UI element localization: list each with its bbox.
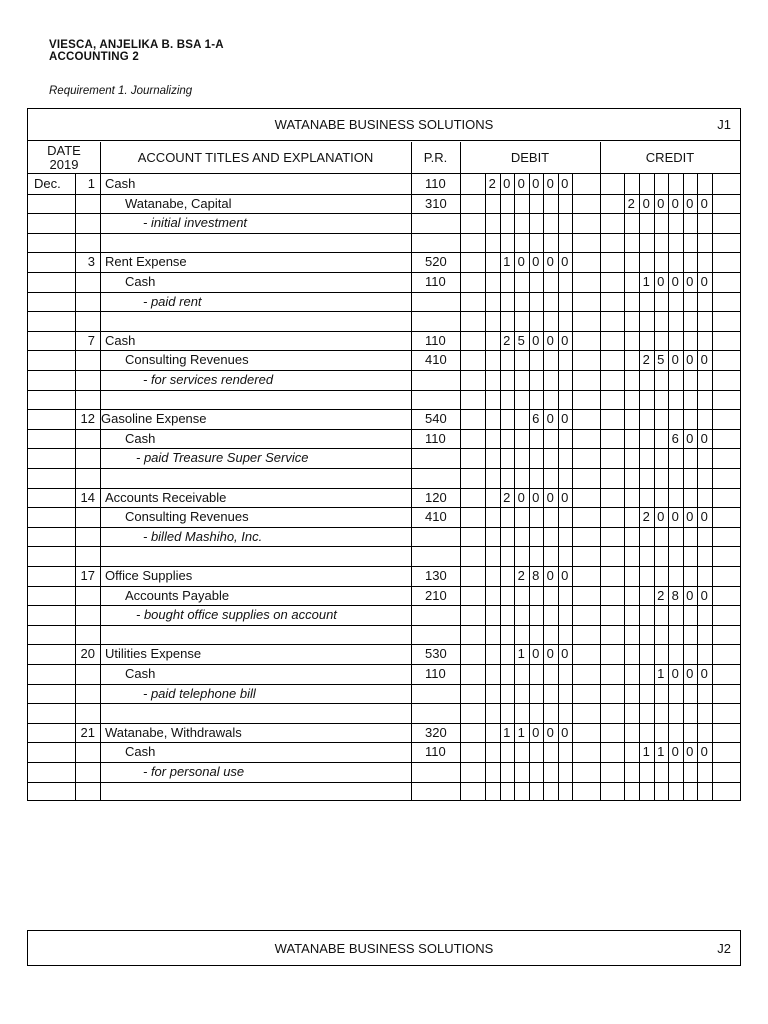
entry-day: 17	[80, 568, 95, 583]
credit-amount-digit: 0	[700, 352, 708, 368]
debit-amount-digit: 0	[561, 568, 569, 583]
credit-amount-digit: 0	[686, 430, 694, 446]
posting-reference: 520	[425, 254, 447, 270]
grid-row-line	[28, 684, 740, 685]
credit-amount-digit: 0	[657, 509, 665, 525]
grid-row-line	[28, 390, 740, 391]
account-title: Cash	[105, 176, 136, 191]
debit-amount-digit: 0	[561, 332, 569, 348]
debit-amount-digit: 0	[561, 724, 569, 740]
posting-reference: 210	[425, 587, 447, 603]
debit-amount-digit: 0	[546, 724, 554, 740]
account-title: Consulting Revenues	[125, 352, 249, 368]
debit-amount-digit: 0	[546, 411, 554, 427]
company-name: WATANABE BUSINESS SOLUTIONS	[274, 117, 494, 132]
account-title: Cash	[125, 430, 156, 446]
journal-number: J1	[717, 117, 731, 132]
debit-amount-digit: 0	[517, 176, 525, 191]
grid-row-line	[28, 468, 740, 469]
entry-explanation: - billed Mashiho, Inc.	[143, 528, 263, 544]
account-title: Cash	[125, 744, 156, 760]
credit-amount-digit: 2	[627, 195, 635, 211]
credit-amount-digit: 6	[671, 430, 679, 446]
debit-amount-digit: 1	[503, 254, 511, 270]
debit-amount-digit: 5	[517, 332, 525, 348]
entry-month: Dec.	[34, 176, 61, 191]
grid-row-line	[28, 703, 740, 704]
course-title: ACCOUNTING 2	[49, 51, 139, 63]
debit-amount-digit: 0	[532, 332, 540, 348]
account-title: Rent Expense	[105, 254, 187, 270]
credit-amount-digit: 2	[642, 352, 650, 368]
credit-amount-digit: 1	[657, 666, 665, 681]
debit-amount-digit: 0	[546, 489, 554, 505]
grid-vertical-line	[411, 142, 412, 800]
posting-reference: 120	[425, 489, 447, 505]
credit-amount-digit: 0	[686, 352, 694, 368]
debit-amount-digit: 0	[517, 489, 525, 505]
grid-row-line	[28, 762, 740, 763]
date-header-label: DATE	[47, 142, 81, 158]
grid-vertical-line	[460, 142, 461, 800]
account-title: Accounts Payable	[125, 587, 230, 603]
debit-amount-digit: 0	[517, 254, 525, 270]
credit-amount-digit: 0	[671, 744, 679, 760]
account-title: Cash	[125, 274, 156, 289]
journal-title-row	[28, 109, 740, 141]
credit-amount-digit: 0	[671, 274, 679, 289]
credit-amount-digit: 0	[657, 274, 665, 289]
grid-row-line	[28, 527, 740, 528]
account-title: Cash	[105, 332, 136, 348]
debit-amount-digit: 0	[561, 176, 569, 191]
date-column-header	[28, 142, 100, 174]
grid-row-line	[28, 370, 740, 371]
grid-row-line	[28, 448, 740, 449]
account-title: Gasoline Expense	[101, 411, 207, 427]
account-title: Utilities Expense	[105, 646, 202, 662]
credit-amount-digit: 0	[700, 430, 708, 446]
debit-amount-digit: 0	[546, 176, 554, 191]
entry-day: 14	[80, 489, 95, 505]
account-title: Consulting Revenues	[125, 509, 249, 525]
grid-row-line	[28, 292, 740, 293]
entry-day: 21	[80, 724, 95, 740]
entry-day: 12	[80, 411, 95, 427]
credit-amount-digit: 0	[686, 509, 694, 525]
credit-amount-digit: 0	[700, 666, 708, 681]
entry-day: 20	[80, 646, 95, 662]
posting-reference: 530	[425, 646, 447, 662]
account-title: Watanabe, Withdrawals	[105, 724, 242, 740]
credit-amount-digit: 0	[642, 195, 650, 211]
grid-vertical-line	[600, 142, 601, 800]
debit-amount-digit: 0	[532, 646, 540, 662]
debit-amount-digit: 0	[561, 411, 569, 427]
posting-reference: 410	[425, 509, 447, 525]
credit-amount-digit: 1	[642, 274, 650, 289]
grid-row-line	[28, 233, 740, 234]
debit-amount-digit: 0	[546, 646, 554, 662]
posting-reference: 540	[425, 411, 447, 427]
debit-column-header: DEBIT	[460, 142, 600, 174]
posting-reference: 310	[425, 195, 447, 211]
debit-amount-digit: 2	[517, 568, 525, 583]
posting-reference: 320	[425, 724, 447, 740]
debit-amount-digit: 0	[532, 176, 540, 191]
entry-explanation: - paid rent	[143, 293, 202, 309]
debit-amount-digit: 0	[561, 254, 569, 270]
grid-row-line	[28, 625, 740, 626]
grid-row-line	[28, 546, 740, 547]
posting-reference: 110	[425, 332, 446, 348]
credit-column-header: CREDIT	[600, 142, 740, 174]
posting-reference: 110	[425, 744, 446, 760]
debit-amount-digit: 0	[561, 646, 569, 662]
credit-amount-digit: 0	[671, 509, 679, 525]
credit-amount-digit: 1	[657, 744, 665, 760]
debit-amount-digit: 2	[488, 176, 496, 191]
debit-amount-digit: 0	[546, 568, 554, 583]
posting-reference: 110	[425, 666, 446, 681]
account-title: Accounts Receivable	[105, 489, 227, 505]
debit-amount-digit: 0	[532, 489, 540, 505]
credit-amount-digit: 0	[671, 195, 679, 211]
entry-explanation: - for services rendered	[143, 372, 274, 387]
credit-amount-digit: 0	[700, 587, 708, 603]
debit-amount-digit: 0	[532, 254, 540, 270]
account-title: Watanabe, Capital	[125, 195, 232, 211]
posting-reference: 110	[425, 430, 446, 446]
credit-amount-digit: 8	[671, 587, 679, 603]
grid-row-line	[28, 605, 740, 606]
credit-amount-digit: 2	[642, 509, 650, 525]
credit-amount-digit: 5	[657, 352, 665, 368]
general-journal-j2	[27, 930, 741, 966]
credit-amount-digit: 0	[657, 195, 665, 211]
date-header-year: 2019	[49, 156, 79, 172]
entry-explanation: - initial investment	[143, 215, 248, 231]
entry-explanation: - paid Treasure Super Service	[136, 450, 309, 466]
debit-amount-digit: 0	[546, 332, 554, 348]
credit-amount-digit: 0	[700, 274, 708, 289]
debit-amount-digit: 1	[503, 724, 511, 740]
account-column-header: ACCOUNT TITLES AND EXPLANATION	[100, 142, 411, 174]
credit-amount-digit: 0	[686, 587, 694, 603]
debit-amount-digit: 2	[503, 332, 511, 348]
student-name-line: VIESCA, ANJELIKA B. BSA 1-A	[49, 39, 224, 51]
journal-number-j2: J2	[717, 941, 731, 956]
posting-reference: 110	[425, 274, 446, 289]
debit-amount-digit: 6	[532, 411, 540, 427]
debit-amount-digit: 0	[503, 176, 511, 191]
entry-explanation: - for personal use	[143, 764, 245, 779]
account-title: Cash	[125, 666, 156, 681]
grid-vertical-line	[100, 142, 101, 800]
entry-day: 3	[87, 254, 95, 270]
grid-row-line	[28, 311, 740, 312]
grid-row-line	[28, 213, 740, 214]
debit-amount-digit: 0	[532, 724, 540, 740]
grid-row-line	[28, 782, 740, 783]
company-name-j2: WATANABE BUSINESS SOLUTIONS	[274, 941, 494, 956]
entry-day: 1	[87, 176, 95, 191]
debit-amount-digit: 1	[517, 724, 525, 740]
credit-amount-digit: 0	[700, 509, 708, 525]
account-title: Office Supplies	[105, 568, 193, 583]
credit-amount-digit: 0	[686, 666, 694, 681]
posting-reference: 410	[425, 352, 447, 368]
debit-amount-digit: 0	[546, 254, 554, 270]
pr-column-header: P.R.	[411, 142, 460, 174]
credit-amount-digit: 0	[671, 666, 679, 681]
credit-amount-digit: 1	[642, 744, 650, 760]
requirement-label: Requirement 1. Journalizing	[49, 85, 193, 97]
debit-amount-digit: 2	[503, 489, 511, 505]
entry-day: 7	[87, 332, 95, 348]
general-journal-j1	[27, 108, 741, 801]
posting-reference: 130	[425, 568, 447, 583]
credit-amount-digit: 2	[657, 587, 665, 603]
debit-amount-digit: 8	[532, 568, 540, 583]
credit-amount-digit: 0	[686, 274, 694, 289]
credit-amount-digit: 0	[700, 195, 708, 211]
entry-explanation: - paid telephone bill	[143, 685, 256, 701]
credit-amount-digit: 0	[671, 352, 679, 368]
debit-amount-digit: 0	[561, 489, 569, 505]
debit-amount-digit: 1	[517, 646, 525, 662]
entry-explanation: - bought office supplies on account	[136, 607, 337, 623]
posting-reference: 110	[425, 176, 446, 191]
credit-amount-digit: 0	[700, 744, 708, 760]
credit-amount-digit: 0	[686, 195, 694, 211]
credit-amount-digit: 0	[686, 744, 694, 760]
